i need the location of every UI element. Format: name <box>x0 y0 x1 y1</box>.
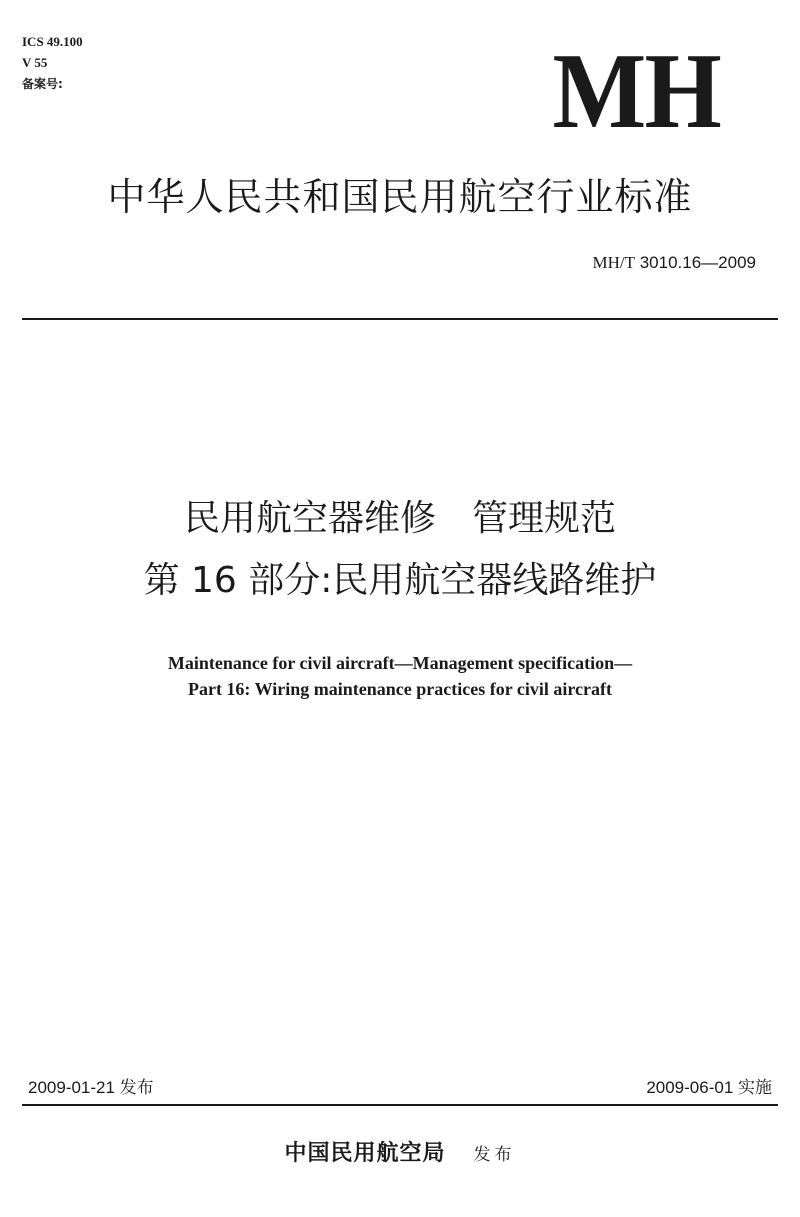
classification-code: V 55 <box>22 55 48 70</box>
issuer-line <box>0 1138 800 1170</box>
issuer-name: 中国民用航空局 <box>284 1140 446 1166</box>
english-title-line-2: Part 16: Wiring maintenance practices for civil aircraft <box>187 679 613 699</box>
standard-number-value: 3010.16—2009 <box>639 253 756 272</box>
implementation-date: 2009-06-01 实施 <box>646 1078 772 1097</box>
chinese-title-line-1: 民用航空器维修 管理规范 <box>183 498 616 539</box>
filing-number-label: 备案号: <box>22 77 63 91</box>
bottom-divider <box>22 1104 778 1106</box>
standard-number-prefix: MH/T <box>592 253 635 272</box>
top-divider <box>22 318 778 320</box>
industry-standard-title: 中华人民共和国民用航空行业标准 <box>107 175 693 219</box>
standard-number <box>592 252 756 274</box>
issuer-action: 发布 <box>473 1145 516 1165</box>
english-title-line-1: Maintenance for civil aircraft—Management specification— <box>167 653 633 673</box>
ics-code: ICS 49.100 <box>22 34 83 49</box>
industry-mark: MH <box>552 32 720 151</box>
chinese-title-line-2: 第 16 部分:民用航空器线路维护 <box>143 560 657 601</box>
issue-date: 2009-01-21 发布 <box>28 1078 154 1097</box>
